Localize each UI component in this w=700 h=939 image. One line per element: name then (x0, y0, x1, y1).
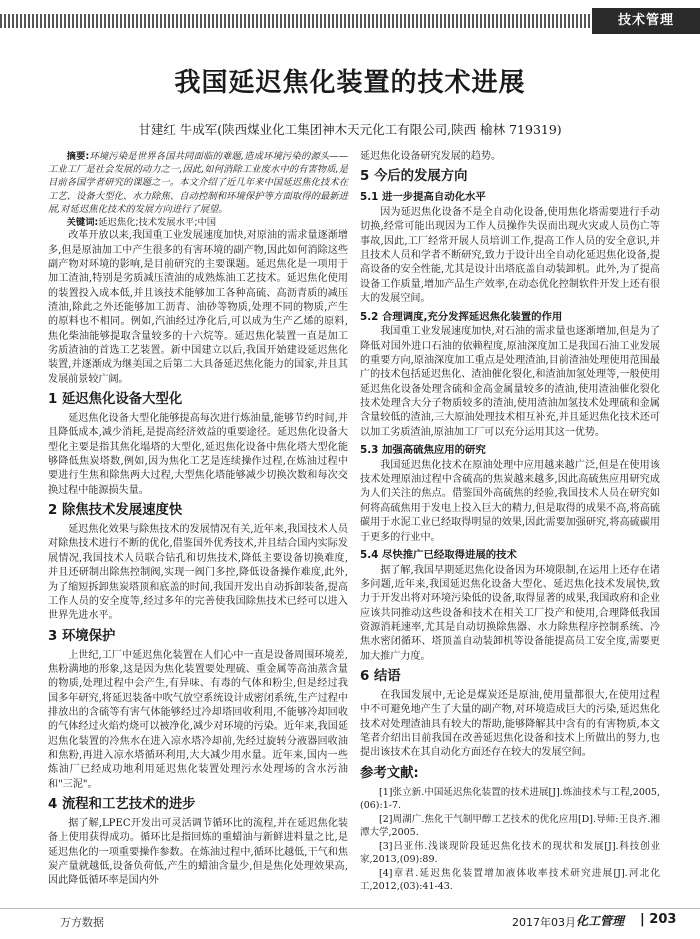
section-paragraph: 据了解,我国早期延迟焦化设备因为环境限制,在运用上还存在诸多问题,近年来,我国延迟焦化设备大型化、延迟焦化技术发展快,致力于开发出将对环境污染低的设备,取得显著的成果,我国政府和企业应该共同推动这些设备和技术在相关工厂投产和使用,合理降低我国资源消耗速率,尤其是自动切换除焦器、水力除焦程序控制系统、冷焦水密闭循环、塔顶盖自动装卸机等设备能提高员工安全度,需要更加大推广力度。 (360, 564, 660, 662)
authors-line: 甘建红 牛成军(陕西煤业化工集团神木天元化工有限公司,陕西 榆林 719319) (138, 122, 562, 137)
subsection-heading: 5.3 加强高硫焦应用的研究 (360, 444, 486, 457)
section-heading: 4 流程和工艺技术的进步 (48, 796, 196, 812)
keywords: 关键词:延迟焦化;技术发展水平;中国 (66, 217, 217, 229)
section-paragraph: 我国重工业发展速度加快,对石油的需求量也逐渐增加,但是为了降低对国外进口石油的依赖程度,原油深度加工是我国石油工业发展的重要方向,原油深度加工重点是处理渣油,目前渣油处理使用范围最广的技术包括延迟焦化、渣油催化裂化,和渣油加氢处理等,一般使用延迟焦化设备处理含硫和金高金属量较多的渣油,使用渣油催化裂化技术处理含大分子物质较多的渣油,使用渣油加氢技术处理硫和金属含量较低的渣油,三大原油处理技术相互补充,并且延迟焦化技术还可以加工劣质渣油,原油加工厂可以充分运用其这一优势。 (360, 326, 660, 438)
subsection-heading: 5.2 合理调度,充分发挥延迟焦化装置的作用 (360, 310, 563, 323)
section-heading: 5 今后的发展方向 (360, 169, 468, 185)
reference-item: [1]张立新.中国延迟焦化装置的技术进展[J].炼油技术与工程,2005,(06):1-7. (360, 786, 660, 812)
section-heading: 6 结语 (360, 669, 401, 685)
header-bar (0, 8, 700, 34)
header-hatch-decoration (0, 14, 600, 28)
references (360, 765, 660, 894)
footer-source: 万方数据 (60, 916, 104, 929)
references-heading: 参考文献: (360, 765, 419, 781)
reference-item: [3]吕亚伟.浅谈现阶段延迟焦化技术的现状和发展[J].科技创业家,2013,(09):89. (360, 840, 660, 866)
section-paragraph: 上世纪,工厂中延迟焦化装置在人们心中一直是设备周围环境差,焦粉满地的形象,这是因为焦化装置要处理硫、重金属等高油蒸含量的物质,处理过程中会产生,有异味、有毒的气体和粉尘,但是经过我国多年研究,将延迟装备中吹气放空系统设计成密闭系统,生产过程中排放出的含硫等有害气体能够经过冷却塔回收利用,不能够冷却回收的气体经过火焰灼烧可以被净化,减少对环境的污染。近年来,我国延迟焦化装置的冷焦水在进入凉水塔冷却前,先经过旋转分液器回收油和焦粉,再进入凉水塔循环利用,大大减少用水量。近年来,国内一些炼油厂已经成功地利用延迟焦化装置处理污水处理场的含水污油和"三泥"。 (48, 649, 348, 790)
section-paragraph: 我国延迟焦化技术在原油处理中应用越来越广泛,但是在使用该技术处理原油过程中含硫高的焦炭越来越多,因此高硫焦应用研究成为人们关注的焦点。借鉴国外高硫焦的经验,我国技术人员在研究如何将高硫焦用于发电上投入巨大的精力,但是取得的成果不高,将高硫碳用于水泥工业已经取得明显的效果,因此需要加强研究,将高硫碳用于更多的行业中。 (360, 459, 660, 543)
article-title: 我国延迟焦化装置的技术进展 (174, 68, 526, 98)
subsection-heading: 5.1 进一步提高自动化水平 (360, 191, 486, 204)
subsection-heading: 5.4 尽快推广已经取得进展的技术 (360, 548, 517, 561)
reference-item: [4]章君.延迟焦化装置增加液体收率技术研究进展[J].河北化工,2012,(03):41-43. (360, 867, 660, 893)
page-number: | 203 (640, 912, 677, 927)
footer-date: 2017年03月 (512, 916, 576, 929)
footer-journal: 化工管理 (576, 914, 625, 928)
reference-item: [2]周湖广.焦化干气制甲醇工艺技术的优化应用[D].导师:王良齐.湘潭大学,2005. (360, 813, 660, 839)
intro-paragraph: 改革开放以来,我国重工业发展速度加快,对原油的需求量逐渐增多,但是原油加工中产生很多的有害环境的副产物,因此如何消除这些副产物对环境的影响,是目前研究的主要课题。延迟焦化是一项用于加工渣油,特别是劣质减压渣油的成熟炼油工艺技术。延迟焦化使用的装置投入成本低,并且该技术能够加工各种高硫、高沥青质的减压渣油,除此之外还能够加工沥青、油砂等物质,处理不同的物质,产生的原料也不相同。例如,汽油经过净化后,可以成为生产乙烯的原料,焦化柴油能够提取含量较多的十六烷等。延迟焦化装置一直是加工劣质渣油的首选工艺装置。新中国建立以后,我国开始建设延迟焦化装置,并逐渐成为继美国之后第二大具备延迟焦化能力的国家,并且其发展前景较广阔。 (48, 230, 348, 385)
section-paragraph: 据了解,LPEC开发出可灵活调节循环比的流程,并在延迟焦化装备上使用获得成功。循环比是指回炼的重蜡油与新鲜进料量之比,是延迟焦化的一项重要操作参数。在炼油过程中,循环比越低,干气和焦炭产量就越低,设备负荷低,产生的蜡油含量少,但是焦化处理效果高,因此降低循环率是国内外 (48, 817, 348, 887)
left-column (48, 150, 348, 889)
section-paragraph: 延迟焦化效果与除焦技术的发展情况有关,近年来,我国技术人员对除焦技术进行不断的优化,借鉴国外优秀技术,并且结合国内实际发展情况,我国技术人员联合钻孔和切焦技术,降低主要设备切换难度,并且还研制出除焦控制阀,实现一阀门多控,降低设备操作难度,此外,为了缩短拆卸焦炭塔顶和底盖的时间,我国开发出自动拆卸装备,提高工作人员的安全度等,经过多年的完善使我国除焦技术已经可以进入世界先进水平。 (48, 524, 348, 622)
section-heading: 3 环境保护 (48, 628, 116, 644)
abstract: 摘要:环境污染是世界各国共同面临的难题,造成环境污染的源头——工业工厂是社会发展的动力之一,因此,如何消除工业废水中的有害物质,是目前各国学者研究的课题之一。本文介绍了近几年来中国延迟焦化技术在工艺、设备大型化、水力除焦、自动控制和环境保护等方面取得的最新进展,对延迟焦化技术的发展方向进行了展望。 (48, 151, 348, 215)
section-paragraph: 延迟焦化设备大型化能够提高每次进行炼油量,能够节约时间,并且降低成本,减少消耗,是提高经济效益的重要途径。延迟焦化设备大型化主要是指其焦化塌塔的大型化,延迟焦化设备中焦化塔大型化能够降低焦炭塔数,例如,因为焦化工艺是连续操作过程,在炼油过程中要进行生焦和除焦两大过程,大型焦化塔能够减少切换次数和每次交换过程中能源损失量。 (48, 413, 348, 496)
continued-text: 延迟焦化设备研究发展的趋势。 (360, 151, 502, 162)
right-column (360, 150, 660, 894)
section-tag: 技术管理 (592, 8, 700, 34)
section-paragraph: 在我国发展中,无论是煤炭还是原油,使用量都很大,在使用过程中不可避免地产生了大量的副产物,对环境造成巨大的污染,延迟焦化技术对处理渣油具有较大的帮助,能够降解其中含有的有害物质,本文笔者介绍出目前我国在改善延迟焦化设备和技术上所做出的努力,也提出该技术在其自动化方面还存在较大的发展空间。 (360, 690, 660, 759)
section-heading: 1 延迟焦化设备大型化 (48, 392, 183, 408)
section-heading: 2 除焦技术发展速度快 (48, 503, 183, 519)
page-footer (0, 908, 700, 931)
section-paragraph: 因为延迟焦化设备不是全自动化设备,使用焦化塔需要进行手动切换,经常可能出现因为工作人员操作失误而出现火灾或人员伤亡等事故,因此,工厂经常开展人员培训工作,提高工作人员的安全意识,并且技术人员和学者不断研究,致力于设计出全自动化延迟焦化设备,提高设备的安全性能,尤其是设计出塔底盖自动装卸机。此外,为了提高设备工作质量,增加产品生产效率,在动态优化控制软件开发上还有很大的发展空间。 (360, 207, 660, 305)
